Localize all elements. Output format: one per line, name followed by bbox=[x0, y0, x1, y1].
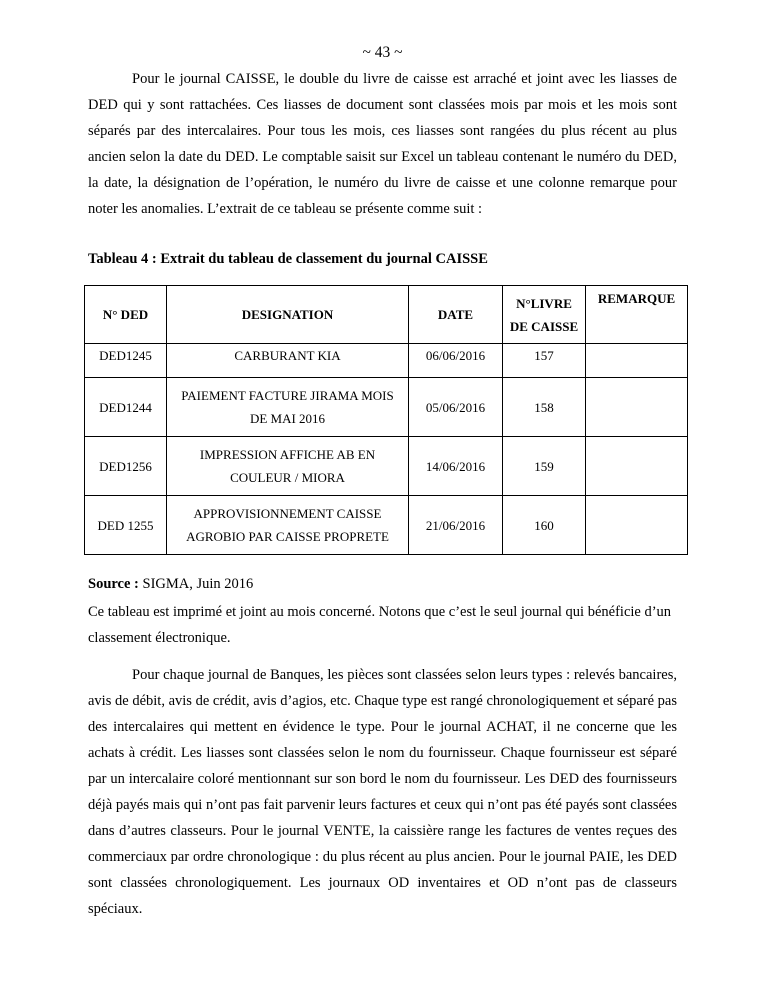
cell-livre: 157 bbox=[503, 344, 586, 378]
table-caption: Tableau 4 : Extrait du tableau de classement du journal CAISSE bbox=[88, 251, 488, 267]
cell-ded: DED1256 bbox=[85, 437, 167, 496]
cell-designation: IMPRESSION AFFICHE AB EN COULEUR / MIORA bbox=[167, 437, 409, 496]
cell-designation: APPROVISIONNEMENT CAISSE AGROBIO PAR CAISSE PROPRETE bbox=[167, 496, 409, 555]
header-ded: N° DED bbox=[85, 286, 167, 344]
header-remarque: REMARQUE bbox=[586, 286, 688, 344]
table-header-row bbox=[85, 286, 688, 344]
paragraph-other-journals-text: Pour chaque journal de Banques, les pièces sont classées selon leurs types : relevés bancaires, avis de débit, avis de crédit, avis d’agios, etc. Chaque type est rangé chronologiquement et séparé pas des intercalaires qui mettent en évidence le type. Pour le journal ACHAT, il ne concerne que les achats à crédit. Les liasses sont classées selon le nom du fournisseur. Chaque fournisseur est séparé par un intercalaire coloré mentionnant sur son bord le nom du fournisseur. Les DED des fournisseurs déjà payés mais qui n’ont pas fait parvenir leurs factures et ceux qui n’ont pas été payés sont classées dans d’autres classeurs. Pour le journal VENTE, la caissière range les factures de ventes reçues des commerciaux par ordre chronologique : du plus récent au plus ancien. Pour le journal PAIE, les DED sont classées chronologiquement. Les journaux OD inventaires et OD n’ont pas de classeurs spéciaux. bbox=[88, 667, 677, 917]
cell-date: 21/06/2016 bbox=[409, 496, 503, 555]
cell-ded: DED 1255 bbox=[85, 496, 167, 555]
cell-remarque bbox=[586, 378, 688, 437]
ded-classification-table bbox=[84, 285, 688, 555]
cell-remarque bbox=[586, 344, 688, 378]
source-text: SIGMA, Juin 2016 bbox=[138, 576, 254, 592]
cell-livre: 159 bbox=[503, 437, 586, 496]
header-livre-caisse: N°LIVRE DE CAISSE bbox=[503, 286, 586, 344]
cell-ded: DED1244 bbox=[85, 378, 167, 437]
table-source bbox=[88, 576, 253, 593]
page-number: ~ 43 ~ bbox=[362, 44, 403, 61]
table-row bbox=[85, 344, 688, 378]
cell-livre: 160 bbox=[503, 496, 586, 555]
header-date: DATE bbox=[409, 286, 503, 344]
table-row bbox=[85, 378, 688, 437]
cell-date: 06/06/2016 bbox=[409, 344, 503, 378]
paragraph-journal-caisse-text: Pour le journal CAISSE, le double du livre de caisse est arraché et joint avec les liasses de DED qui y sont rattachées. Ces liasses de document sont classées mois par mois et les mois sont séparés par des intercalaires. Pour tous les mois, ces liasses sont rangées du plus récent au plus ancien selon la date du DED. Le comptable saisit sur Excel un tableau contenant le numéro du DED, la date, la désignation de l’opération, le numéro du livre de caisse et une colonne remarque pour noter les anomalies. L’extrait de ce tableau se présente comme suit : bbox=[88, 71, 677, 217]
cell-date: 14/06/2016 bbox=[409, 437, 503, 496]
cell-livre: 158 bbox=[503, 378, 586, 437]
paragraph-journal-caisse bbox=[88, 66, 677, 222]
source-label: Source : bbox=[88, 576, 139, 592]
cell-date: 05/06/2016 bbox=[409, 378, 503, 437]
header-designation: DESIGNATION bbox=[167, 286, 409, 344]
cell-designation: PAIEMENT FACTURE JIRAMA MOIS DE MAI 2016 bbox=[167, 378, 409, 437]
table-row bbox=[85, 437, 688, 496]
cell-designation: CARBURANT KIA bbox=[167, 344, 409, 378]
cell-ded: DED1245 bbox=[85, 344, 167, 378]
paragraph-electronic-classification: Ce tableau est imprimé et joint au mois concerné. Notons que c’est le seul journal qui bénéficie d’un classement électronique. bbox=[88, 604, 672, 646]
table-row bbox=[85, 496, 688, 555]
cell-remarque bbox=[586, 437, 688, 496]
paragraph-other-journals bbox=[88, 662, 677, 922]
cell-remarque bbox=[586, 496, 688, 555]
